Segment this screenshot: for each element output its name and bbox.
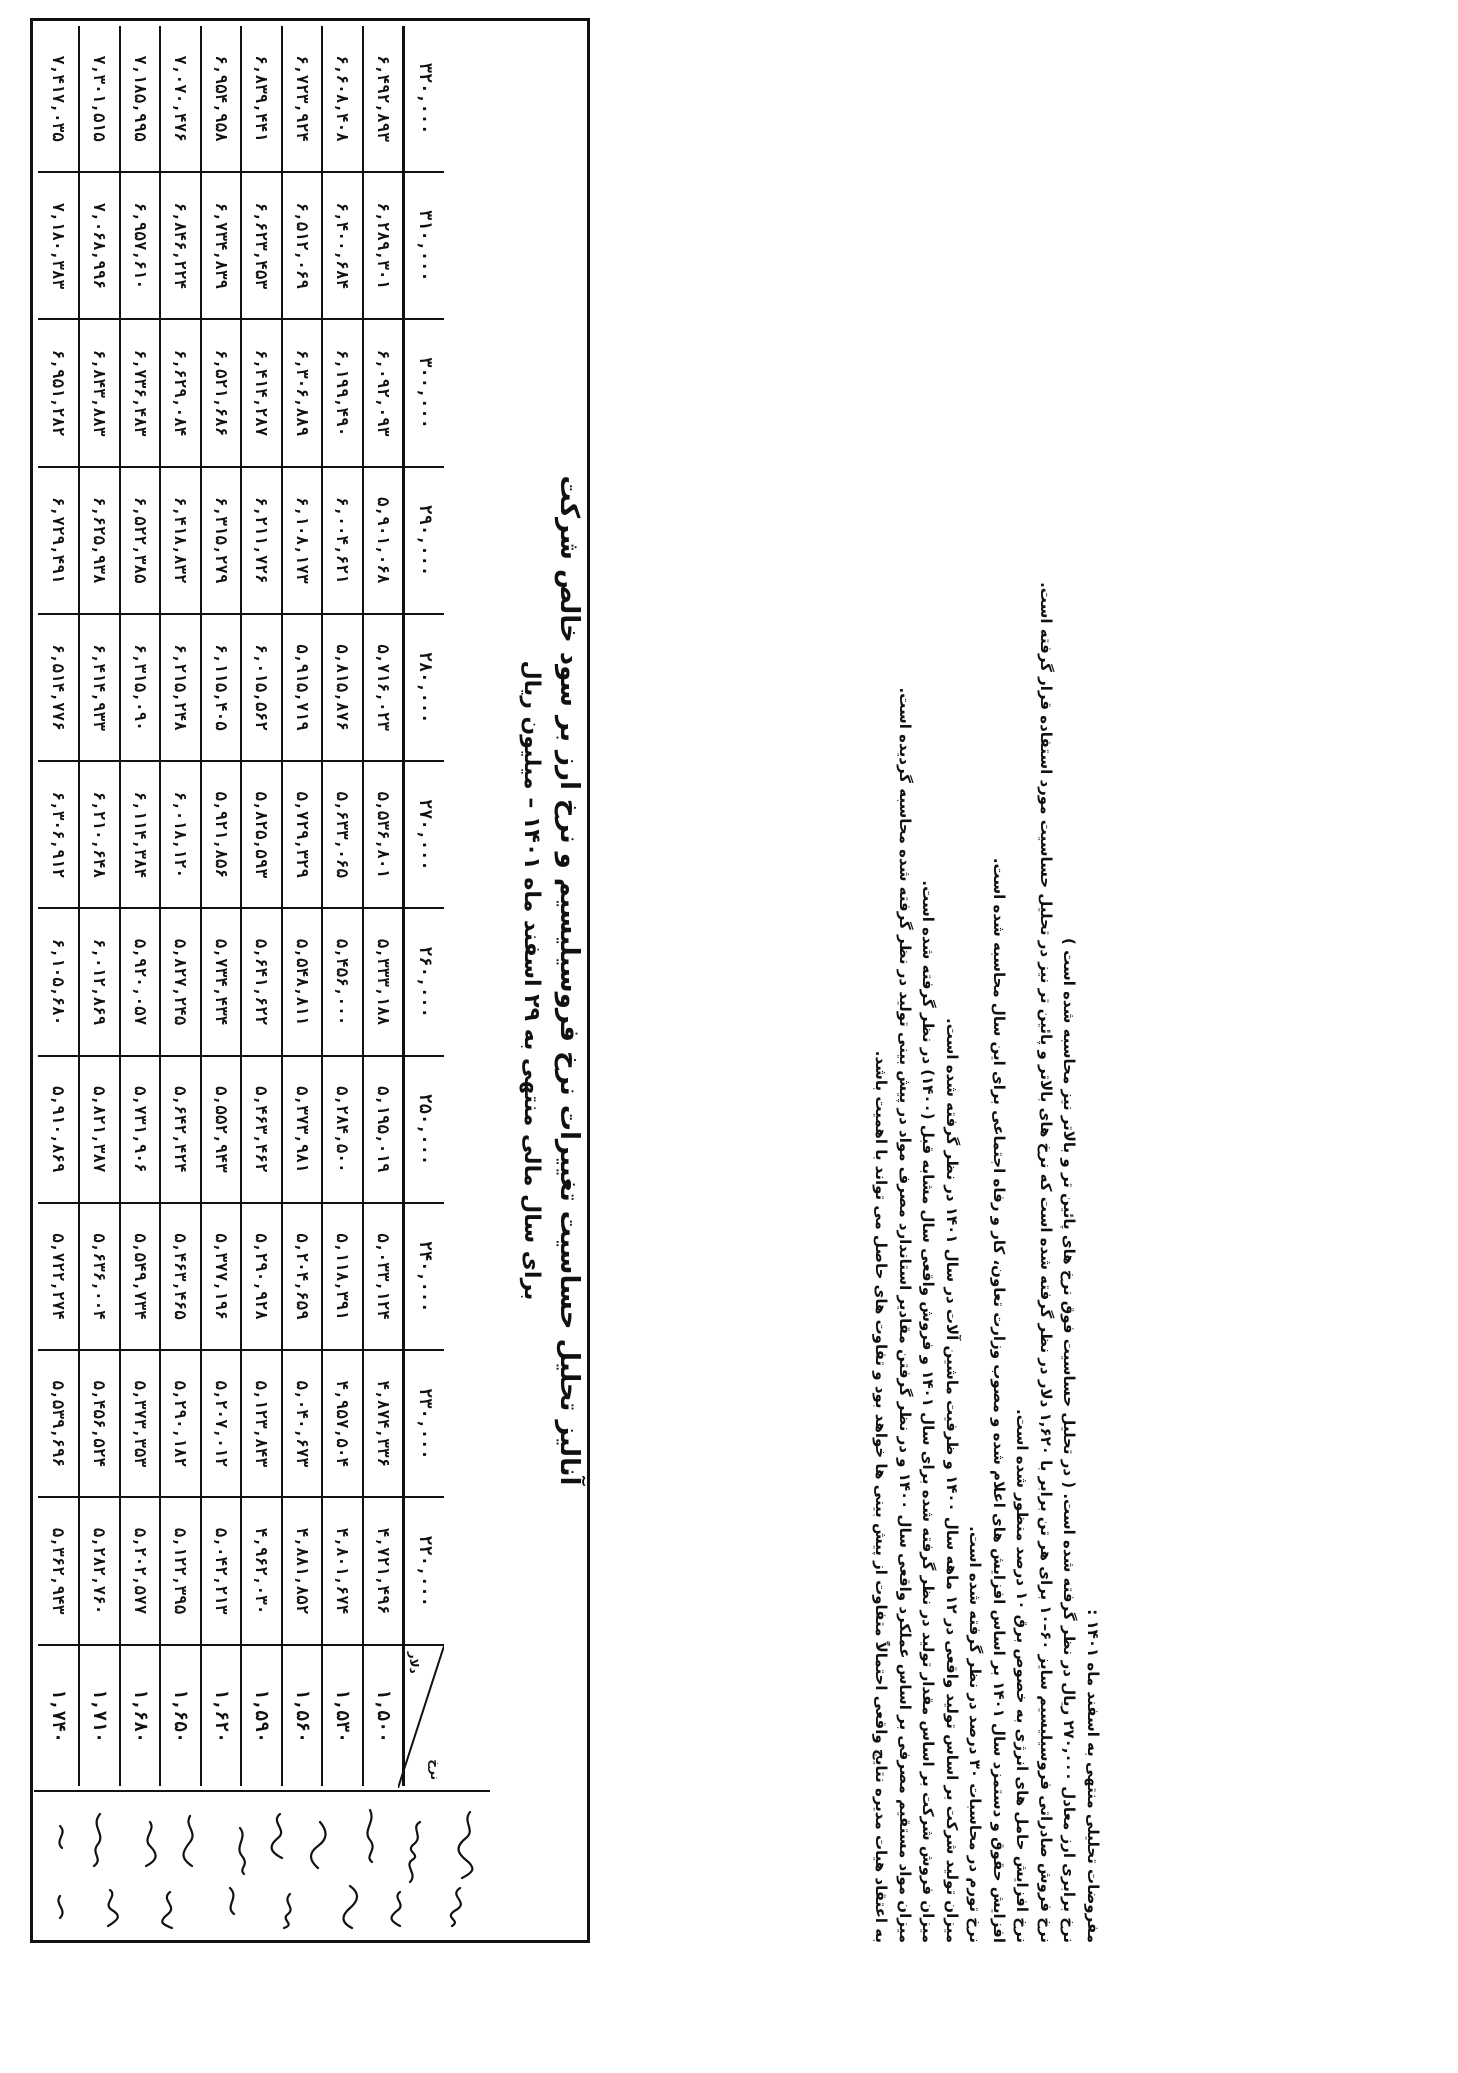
profit-cell: ۶,۷۲۳,۹۲۴ (281, 26, 322, 171)
price-column (38, 907, 444, 1054)
profit-cell: ۶,۹۵۷,۶۱۰ (119, 173, 160, 318)
profit-cell: ۶,۵۲۲,۳۸۵ (119, 468, 160, 613)
price-column (38, 1349, 444, 1496)
note-energy: نرخ افزایش حامل های انرژی به خصوص برق ۱۰ درصد منظور شده است. (1013, 1409, 1032, 1943)
profit-cell: ۶,۷۲۹,۴۹۱ (48, 496, 68, 584)
profit-cell: ۶,۴۱۸,۸۳۲ (159, 468, 200, 613)
profit-cell: ۶,۱۱۵,۴۰۵ (200, 615, 241, 760)
profit-cell: ۵,۵۳۹,۶۹۶ (48, 1380, 68, 1468)
rate-cell: ۱,۶۸۰ (119, 1646, 160, 1786)
profit-cell: ۵,۰۴۲,۲۱۳ (200, 1498, 241, 1643)
price-header-cell: ۲۳۰,۰۰۰ (402, 1351, 444, 1496)
rotated-document-page (24, 18, 1104, 1948)
price-column (38, 171, 444, 318)
profit-cell: ۶,۴۰۰,۶۸۴ (321, 173, 362, 318)
profit-cell: ۶,۲۱۰,۶۴۸ (78, 762, 119, 907)
price-header-cell: ۲۲۰,۰۰۰ (402, 1498, 444, 1643)
profit-cell: ۶,۳۰۶,۸۸۹ (281, 320, 322, 465)
profit-cell: ۶,۵۱۲,۰۶۹ (281, 173, 322, 318)
profit-cell: ۷,۰۷۰,۴۷۶ (159, 26, 200, 171)
price-header-cell: ۲۷۰,۰۰۰ (402, 762, 444, 907)
profit-cell: ۶,۰۱۲,۸۶۹ (78, 909, 119, 1054)
price-column (38, 1055, 444, 1202)
profit-cell: ۵,۴۵۶,۵۲۴ (78, 1351, 119, 1496)
profit-cell: ۷,۱۸۰,۳۸۳ (48, 202, 68, 290)
profit-cell: ۶,۲۸۹,۳۰۱ (362, 173, 403, 318)
profit-cell: ۶,۸۴۳,۸۸۳ (78, 320, 119, 465)
profit-cell: ۶,۶۰۸,۴۰۸ (321, 26, 362, 171)
profit-cell: ۶,۰۱۸,۱۲۰ (159, 762, 200, 907)
profit-cell: ۶,۹۵۴,۹۵۸ (200, 26, 241, 171)
profit-cell: ۵,۱۲۳,۸۴۳ (240, 1351, 281, 1496)
price-column (38, 26, 444, 171)
profit-cell: ۵,۸۲۷,۲۴۵ (159, 909, 200, 1054)
profit-cell: ۵,۵۴۹,۷۳۴ (119, 1204, 160, 1349)
profit-cell: ۶,۶۲۳,۴۵۳ (240, 173, 281, 318)
profit-cell: ۵,۵۴۸,۸۱۱ (281, 909, 322, 1054)
sensitivity-table (38, 26, 444, 1786)
price-header-cell: ۳۲۰,۰۰۰ (402, 26, 444, 171)
corner-label-dollar: دلار (407, 1651, 422, 1674)
profit-cell: ۶,۸۳۹,۴۴۱ (240, 26, 281, 171)
price-column (38, 613, 444, 760)
profit-cell: ۵,۳۷۳,۹۸۱ (281, 1057, 322, 1202)
profit-cell: ۶,۶۲۹,۰۸۴ (159, 320, 200, 465)
profit-cell: ۵,۶۴۲,۴۲۴ (159, 1057, 200, 1202)
price-header-cell: ۲۴۰,۰۰۰ (402, 1204, 444, 1349)
profit-cell: ۷,۴۱۷,۰۳۵ (48, 55, 68, 142)
profit-cell: ۶,۱۱۴,۳۸۴ (119, 762, 160, 907)
profit-cell: ۶,۰۱۵,۵۶۲ (240, 615, 281, 760)
note-materials: میزان مواد مستقیم مصرفی بر اساس عملکرد واقعی سال ۱۴۰۰ و در نظر گرفتن مقادیر استاندارد مصرف مواد در پیش بینی تولید در نظر گرفته شده محاسبه گردیده است. (896, 687, 914, 1943)
price-column (38, 1202, 444, 1349)
profit-cell: ۴,۸۰۱,۶۷۴ (321, 1498, 362, 1643)
signatures-stamp (34, 1790, 490, 1938)
profit-cell: ۵,۳۷۷,۱۹۶ (200, 1204, 241, 1349)
profit-cell: ۶,۴۱۴,۲۸۷ (240, 320, 281, 465)
profit-cell: ۵,۴۶۳,۴۶۲ (240, 1057, 281, 1202)
profit-cell: ۴,۸۸۱,۸۵۲ (281, 1498, 322, 1643)
profit-cell: ۴,۹۶۲,۰۳۰ (240, 1498, 281, 1643)
profit-cell: ۵,۵۵۲,۹۴۳ (200, 1057, 241, 1202)
rate-cell: ۱,۵۳۰ (321, 1646, 362, 1786)
profit-cell: ۵,۷۲۹,۳۲۹ (281, 762, 322, 907)
profit-cell: ۵,۹۱۰,۸۶۹ (48, 1085, 68, 1173)
note-inflation: نرخ تورم در محاسبات ۳۰ درصد در نظر گرفته شده است. (966, 1526, 985, 1943)
profit-cell: ۶,۵۱۴,۷۷۶ (48, 644, 68, 731)
profit-cell: ۶,۹۵۱,۲۸۲ (48, 349, 68, 437)
note-export-price: نرخ فروش صادراتی فروسیلیسیم سایز ۶۰–۱۰ برای هر تن برابر با ۱,۶۲۰ دلار در نظر گرفته شده است که نرخ های بالاتر و پائین تر نیز در تحلیل حساسیت مورد استفاده قرار گرفته است. (1037, 582, 1055, 1943)
profit-cell: ۶,۷۳۶,۴۸۳ (119, 320, 160, 465)
price-header-cell: ۳۱۰,۰۰۰ (402, 173, 444, 318)
rate-cell: ۱,۵۶۰ (281, 1646, 322, 1786)
profit-cell: ۵,۷۲۲,۲۷۴ (48, 1233, 68, 1320)
price-column (38, 760, 444, 907)
profit-cell: ۷,۰۶۸,۹۹۶ (78, 173, 119, 318)
profit-cell: ۶,۷۳۴,۸۳۹ (200, 173, 241, 318)
profit-cell: ۵,۸۲۱,۳۸۷ (78, 1057, 119, 1202)
rate-cell: ۱,۷۴۰ (47, 1688, 69, 1743)
rate-cell: ۱,۶۵۰ (159, 1646, 200, 1786)
profit-cell: ۵,۶۳۶,۰۰۴ (78, 1204, 119, 1349)
profit-cell: ۵,۲۰۴,۶۵۹ (281, 1204, 322, 1349)
profit-cell: ۵,۱۲۲,۳۹۵ (159, 1498, 200, 1643)
price-column (38, 1496, 444, 1643)
profit-cell: ۵,۳۷۳,۳۵۳ (119, 1351, 160, 1496)
price-column (38, 466, 444, 613)
profit-cell: ۴,۷۲۱,۴۹۶ (362, 1498, 403, 1643)
profit-cell: ۵,۵۳۶,۸۰۱ (362, 762, 403, 907)
profit-cell: ۵,۶۳۳,۰۶۵ (321, 762, 362, 907)
profit-cell: ۵,۷۳۴,۴۳۴ (200, 909, 241, 1054)
price-header-cell: ۲۵۰,۰۰۰ (402, 1057, 444, 1202)
profit-cell: ۵,۴۶۳,۴۶۵ (159, 1204, 200, 1349)
profit-cell: ۵,۴۵۶,۰۰۰ (321, 909, 362, 1054)
profit-cell: ۶,۲۱۵,۲۴۸ (159, 615, 200, 760)
profit-cell: ۶,۴۱۴,۹۳۳ (78, 615, 119, 760)
profit-cell: ۶,۵۲۱,۶۸۶ (200, 320, 241, 465)
profit-cell: ۶,۱۹۹,۴۹۰ (321, 320, 362, 465)
profit-cell: ۶,۰۰۴,۶۲۱ (321, 468, 362, 613)
profit-cell: ۷,۳۰۱,۵۱۵ (78, 26, 119, 171)
profit-cell: ۴,۸۷۴,۳۳۶ (362, 1351, 403, 1496)
profit-cell: ۶,۱۰۵,۶۸۰ (48, 938, 68, 1026)
price-header-cell: ۲۸۰,۰۰۰ (402, 615, 444, 760)
profit-cell: ۶,۴۹۲,۸۹۳ (362, 26, 403, 171)
rate-cell: ۱,۵۰۰ (362, 1646, 403, 1786)
note-production: میزان تولید شرکت بر اساس تولید واقعی در ۱۲ ماهه سال ۱۴۰۰ و ظرفیت ماشین آلات در سال ۱۴۰۱ در نظر گرفته شده است. (943, 1018, 961, 1943)
profit-cell: ۵,۳۶۲,۹۴۳ (48, 1527, 68, 1615)
profit-cell: ۵,۶۴۱,۶۲۲ (240, 909, 281, 1054)
profit-cell: ۵,۲۸۴,۵۰۰ (321, 1057, 362, 1202)
price-column (38, 318, 444, 465)
profit-cell: ۶,۱۰۸,۱۷۳ (281, 468, 322, 613)
price-header-cell: ۳۰۰,۰۰۰ (402, 320, 444, 465)
profit-cell: ۶,۳۱۵,۲۷۹ (200, 468, 241, 613)
profit-cell: ۶,۳۰۶,۹۱۲ (48, 791, 68, 879)
profit-cell: ۵,۹۲۱,۸۵۶ (200, 762, 241, 907)
profit-cell: ۵,۷۳۱,۹۰۶ (119, 1057, 160, 1202)
note-board-disclaimer: به اعتقاد هیات مدیره نتایج واقعی احتمالاً متفاوت از پیش بینی ها خواهد بود و تفاوت های حاصل می تواند با اهمیت باشد. (872, 1050, 891, 1943)
profit-cell: ۵,۱۹۵,۰۱۹ (362, 1057, 403, 1202)
profit-cell: ۵,۹۱۵,۷۱۹ (281, 615, 322, 760)
price-header-cell: ۲۹۰,۰۰۰ (402, 468, 444, 613)
profit-cell: ۵,۸۲۵,۵۹۳ (240, 762, 281, 907)
rate-cell: ۱,۷۱۰ (78, 1646, 119, 1786)
note-exchange-rate: نرخ برابری ارز معادل ۲۷۰,۰۰۰ ریال در نظر گرفته شده است. ( در تحلیل حساسیت فوق نرخ های پائین تر و بالاتر نیز محاسبه شده است ) (1060, 938, 1079, 1943)
rate-cell: ۱,۵۹۰ (240, 1646, 281, 1786)
profit-cell: ۶,۲۱۱,۷۲۶ (240, 468, 281, 613)
profit-cell: ۶,۶۲۵,۹۳۸ (78, 468, 119, 613)
price-header-cell: ۲۶۰,۰۰۰ (402, 909, 444, 1054)
profit-cell: ۵,۱۱۸,۳۹۱ (321, 1204, 362, 1349)
document-subtitle: برای سال مالی منتهی به ۲۹ اسفند ماه ۱۴۰۱ – میلیون ریال (519, 660, 544, 1301)
note-sales: میزان فروش شرکت بر اساس مقدار تولید در نظر گرفته شده برای سال ۱۴۰۱ و فروش واقعی سال مشابه قبل (۱۴۰۰) در نظر گرفته شده است. (919, 880, 938, 1943)
corner-header (402, 1646, 444, 1786)
rate-cell: ۱,۶۲۰ (200, 1646, 241, 1786)
assumptions-notes (604, 18, 1104, 1943)
profit-cell: ۵,۲۸۲,۷۶۰ (78, 1498, 119, 1643)
profit-cell: ۶,۸۴۶,۲۲۴ (159, 173, 200, 318)
profit-cell: ۵,۲۰۲,۵۷۷ (119, 1498, 160, 1643)
profit-cell: ۵,۰۳۳,۱۲۴ (362, 1204, 403, 1349)
profit-cell: ۵,۷۱۶,۰۲۳ (362, 615, 403, 760)
profit-cell: ۵,۲۹۰,۹۲۸ (240, 1204, 281, 1349)
profit-cell: ۵,۸۱۵,۸۷۶ (321, 615, 362, 760)
profit-cell: ۵,۲۹۰,۱۸۲ (159, 1351, 200, 1496)
document-title: آنالیز تحلیل حساسیت تغییرات نرخ فروسیلیسیم و نرخ ارز بر سود خالص شرکت (554, 475, 584, 1486)
rate-column (38, 1644, 444, 1786)
profit-cell: ۵,۲۰۷,۰۱۲ (200, 1351, 241, 1496)
corner-label-rate: نرخ (428, 1759, 442, 1780)
profit-cell: ۵,۹۲۰,۰۵۷ (119, 909, 160, 1054)
note-wages: افزایش حقوق و دستمزد سال ۱۴۰۱ بر اساس افزایش های اعلام شده و مصوب وزارت تعاون، کار و رفاه اجتماعی برای این سال محاسبه شده است. (990, 857, 1008, 1943)
profit-cell: ۴,۹۵۷,۵۰۴ (321, 1351, 362, 1496)
profit-cell: ۶,۳۱۵,۰۹۰ (119, 615, 160, 760)
profit-cell: ۵,۳۳۳,۱۸۸ (362, 909, 403, 1054)
note-heading: مفروضات تحلیلی منتهی به اسفند ماه ۱۴۰۱ : (1084, 1609, 1102, 1943)
profit-cell: ۶,۰۹۲,۰۹۳ (362, 320, 403, 465)
profit-cell: ۵,۹۰۱,۰۶۸ (362, 468, 403, 613)
profit-cell: ۷,۱۸۵,۹۹۵ (119, 26, 160, 171)
profit-cell: ۵,۰۴۰,۶۷۳ (281, 1351, 322, 1496)
